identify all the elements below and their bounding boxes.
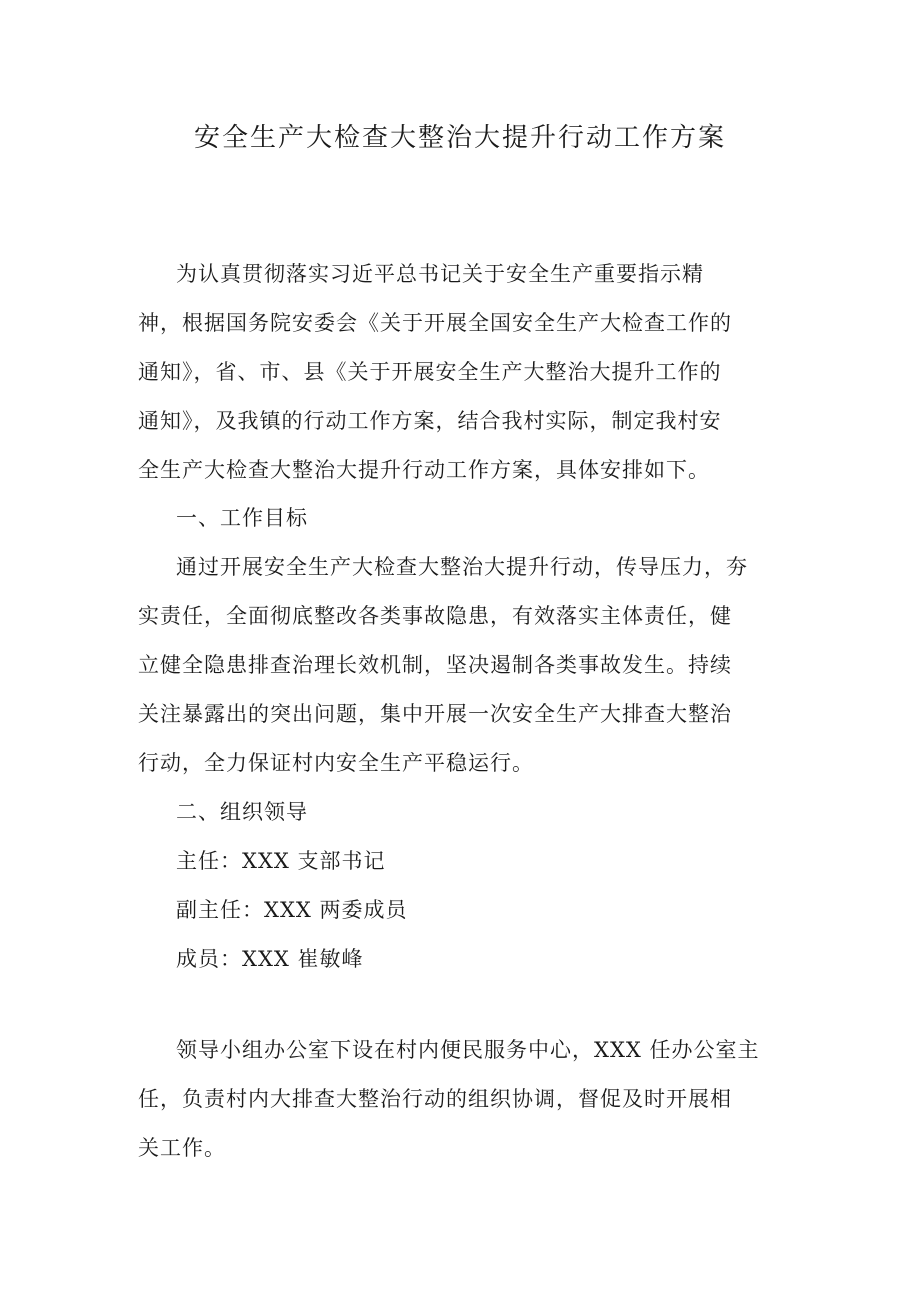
goals-line: 行动，全力保证村内安全生产平稳运行。 (138, 751, 534, 775)
goals-line: 立健全隐患排查治理长效机制，坚决遏制各类事故发生。持续 (138, 653, 732, 677)
intro-line: 通知》，省、市、县《关于开展安全生产大整治大提升工作的 (138, 360, 722, 384)
intro-line: 神，根据国务院安委会《关于开展全国安全生产大检查工作的 (138, 311, 732, 335)
office-paragraph (138, 1026, 778, 1173)
goals-line: 通过开展安全生产大检查大整治大提升行动，传导压力，夯 (176, 555, 748, 579)
intro-line: 通知》，及我镇的行动工作方案，结合我村实际，制定我村安 (138, 409, 722, 433)
vice-leader-line: 副主任：XXX 两委成员 (176, 898, 408, 922)
goals-line: 关注暴露出的突出问题，集中开展一次安全生产大排查大整治 (138, 702, 732, 726)
leader-line: 主任：XXX 支部书记 (176, 849, 386, 873)
office-line: 任，负责村内大排查大整治行动的组织协调，督促及时开展相 (138, 1087, 732, 1111)
goals-line: 实责任，全面彻底整改各类事故隐患，有效落实主体责任，健 (138, 604, 732, 628)
members-line: 成员：XXX 崔敏峰 (176, 947, 364, 971)
intro-line: 为认真贯彻落实习近平总书记关于安全生产重要指示精 (176, 262, 704, 286)
intro-paragraph (138, 250, 778, 495)
sections-block (138, 494, 778, 984)
office-line: 领导小组办公室下设在村内便民服务中心，XXX 任办公室主 (176, 1038, 760, 1062)
office-line: 关工作。 (138, 1136, 226, 1160)
intro-line: 全生产大检查大整治大提升行动工作方案，具体安排如下。 (138, 458, 710, 482)
document-title: 安全生产大检查大整治大提升行动工作方案 (193, 123, 726, 153)
section-heading-goals: 一、工作目标 (176, 506, 308, 530)
section-heading-organization: 二、组织领导 (176, 800, 308, 824)
